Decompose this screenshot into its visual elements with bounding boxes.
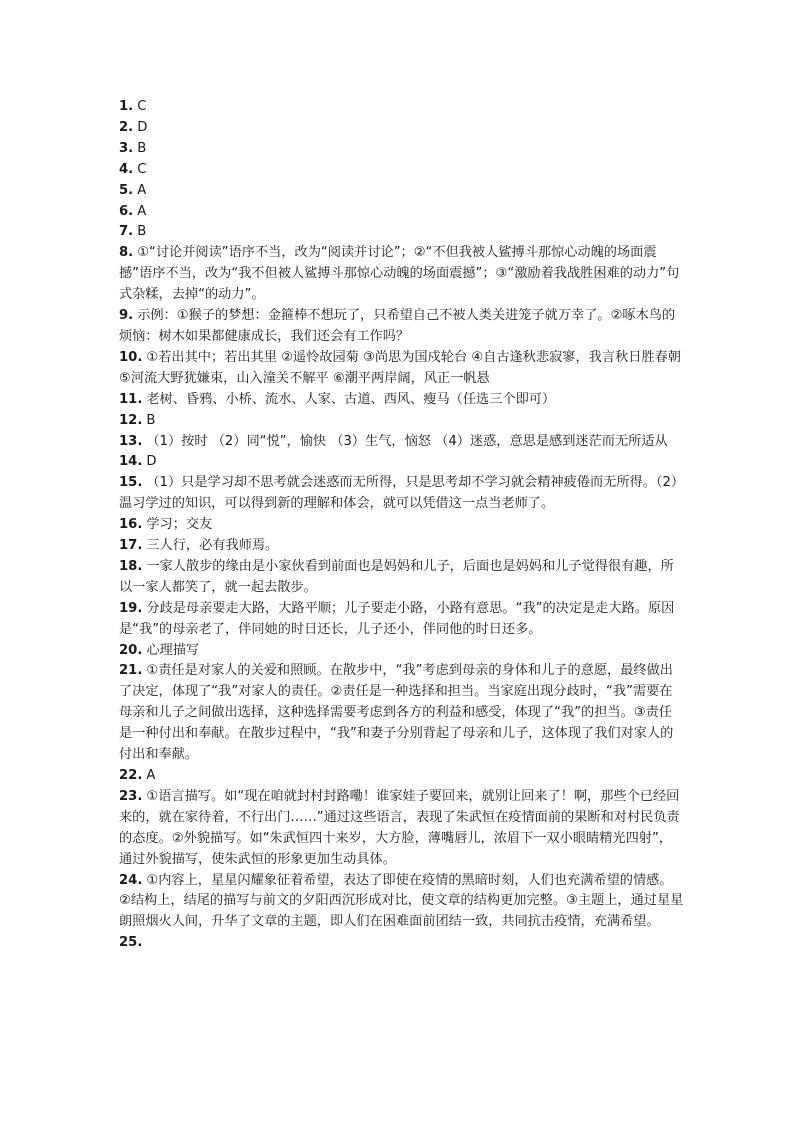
answer-text: ①若出其中；若出其里 ②遥怜故园菊 ③尚思为国戍轮台 ④自古逢秋悲寂寥，我言秋日胜春朝 ⑤河流大野犹嫌束，山入潼关不解平 ⑥潮平两岸阔，风正一帆悬: [119, 349, 681, 386]
answer-item-1: [119, 97, 684, 118]
answer-number: 8.: [119, 245, 134, 261]
answer-item-14: [119, 452, 684, 473]
answer-number: 12.: [119, 412, 143, 428]
answer-item-18: [119, 557, 684, 599]
answer-item-4: [119, 160, 684, 181]
answer-text: ①责任是对家人的关爱和照顾。在散步中，“我”考虑到母亲的身体和儿子的意愿，最终做出了决定，体现了“我”对家人的责任。②责任是一种选择和担当。当家庭出现分歧时，“我”需要在母亲和儿子之间做出选择，这种选择需要考虑到各方的利益和感受，体现了“我”的担当。③责任是一种付出和奉献。在散步过程中，“我”和妻子分别背起了母亲和儿子，这体现了我们对家人的付出和奉献。: [119, 663, 674, 763]
answer-item-16: [119, 515, 684, 536]
answer-text: 学习；交友: [146, 517, 213, 533]
answer-item-5: [119, 181, 684, 202]
answer-item-7: [119, 222, 684, 243]
answer-text: C: [137, 161, 147, 177]
answer-number: 9.: [119, 308, 134, 324]
answer-item-9: [119, 306, 684, 348]
answer-item-25: [119, 933, 684, 954]
answer-text: B: [146, 412, 156, 428]
answer-number: 5.: [119, 182, 134, 198]
answer-text: （1）只是学习却不思考就会迷惑而无所得，只是思考却不学习就会精神疲倦而无所得。（2）温习学过的知识，可以得到新的理解和体会，就可以凭借这一点当老师了。: [119, 475, 678, 512]
answer-text: ①内容上，星星闪耀象征着希望，表达了即使在疫情的黑暗时刻，人们也充满希望的情感。②结构上，结尾的描写与前文的夕阳西沉形成对比，使文章的结构更加完整。③主题上，通过星星朗照烟火人间，升华了文章的主题，即人们在困难面前团结一致，共同抗击疫情，充满希望。: [119, 872, 684, 930]
answer-number: 21.: [119, 663, 143, 679]
answer-number: 20.: [119, 642, 143, 658]
answer-text: 老树、昏鸦、小桥、流水、人家、古道、西风、瘦马（任选三个即可）: [146, 391, 556, 407]
answer-list: [119, 97, 684, 954]
answer-number: 15.: [119, 475, 143, 491]
answer-number: 25.: [119, 935, 143, 951]
answer-text: 一家人散步的缘由是小家伙看到前面也是妈妈和儿子，后面也是妈妈和儿子觉得很有趣，所以一家人都笑了，就一起去散步。: [119, 558, 674, 595]
answer-number: 18.: [119, 558, 143, 574]
answer-text: A: [137, 203, 147, 219]
answer-number: 16.: [119, 517, 143, 533]
answer-text: 三人行，必有我师焉。: [146, 538, 279, 554]
answer-text: 分歧是母亲要走大路，大路平顺；儿子要走小路，小路有意思。“我”的决定是走大路。原因是“我”的母亲老了，伴同她的时日还长，儿子还小，伴同他的时日还多。: [119, 600, 675, 637]
answer-text: B: [137, 140, 147, 156]
answer-number: 11.: [119, 391, 143, 407]
answer-item-20: [119, 641, 684, 662]
answer-item-6: [119, 202, 684, 223]
answer-text: B: [137, 224, 147, 240]
answer-item-17: [119, 536, 684, 557]
answer-number: 6.: [119, 203, 134, 219]
answer-text: D: [137, 119, 148, 135]
answer-number: 4.: [119, 161, 134, 177]
answer-number: 10.: [119, 349, 143, 365]
answer-item-15: [119, 473, 684, 515]
answer-item-8: [119, 243, 684, 306]
answer-number: 1.: [119, 99, 134, 114]
answer-number: 19.: [119, 600, 143, 616]
answer-item-12: [119, 411, 684, 432]
answer-text: A: [137, 182, 147, 198]
answer-item-23: [119, 787, 684, 871]
answer-item-11: [119, 390, 684, 411]
answer-number: 22.: [119, 768, 143, 783]
answer-number: 14.: [119, 454, 143, 470]
answer-number: 2.: [119, 119, 134, 135]
answer-item-19: [119, 599, 684, 641]
answer-number: 13.: [119, 433, 143, 449]
answer-text: （1）按时 （2）同“悦”，愉快 （3）生气，恼怒 （4）迷惑，意思是感到迷茫而无所适从: [146, 433, 668, 449]
answer-number: 7.: [119, 224, 134, 240]
answer-text: ①“讨论并阅读”语序不当，改为“阅读并讨论”；②“不但我被人鲨搏斗那惊心动魄的场面震撼”语序不当，改为“我不但被人鲨搏斗那惊心动魄的场面震撼”；③“激励着我战胜困难的动力”句式杂糅，去掉“的动力”。: [119, 245, 680, 303]
answer-text: C: [137, 99, 147, 114]
answer-text: 示例：①猴子的梦想：金箍棒不想玩了，只希望自己不被人类关进笼子就万幸了。②啄木鸟的烦恼：树木如果都健康成长，我们还会有工作吗？: [119, 308, 676, 344]
answer-number: 23.: [119, 788, 143, 804]
answer-item-22: [119, 766, 684, 787]
answer-item-24: [119, 871, 684, 934]
answer-text: D: [146, 454, 157, 470]
answer-text: 心理描写: [146, 642, 200, 658]
answer-number: 24.: [119, 872, 143, 888]
answer-number: 17.: [119, 538, 143, 554]
answer-item-3: [119, 139, 684, 160]
answer-item-2: [119, 118, 684, 139]
answer-item-10: [119, 348, 684, 390]
answer-text: ①语言描写。如“现在咱就封村封路嘞！谁家娃子要回来，就别让回来了！啊，那些个已经回来的，就在家待着，不行出门……”通过这些语言，表现了朱武恒在疫情面前的果断和对村民负责的态度。②外貌描写。如“朱武恒四十来岁，大方脸，薄嘴唇儿，浓眉下一双小眼睛精光四射”，通过外貌描写，使朱武恒的形象更加生动具体。: [119, 788, 680, 867]
answer-item-21: [119, 661, 684, 766]
answer-number: 3.: [119, 140, 134, 156]
answer-text: A: [146, 768, 156, 783]
answer-item-13: [119, 432, 684, 453]
